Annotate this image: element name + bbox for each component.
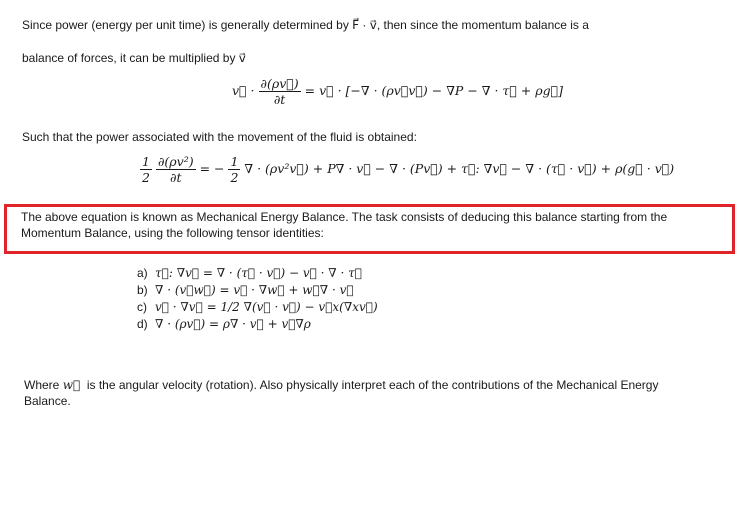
closing-line-1 — [24, 378, 658, 392]
identity-equation: τ⃡: ∇v⃗ = ∇ · (τ⃡ · v⃗) − v⃗ · ∇ · τ⃡ — [155, 266, 362, 280]
identity-label: d) — [137, 317, 148, 331]
eq1-prefix: v⃗ · — [232, 83, 255, 98]
identity-item — [137, 317, 311, 331]
identity-label: a) — [137, 266, 148, 280]
eq2-frac3-num: 1 — [230, 154, 239, 169]
omega-symbol: w⃗ — [62, 378, 81, 392]
eq1-denominator: ∂t — [273, 92, 286, 107]
identity-item — [137, 266, 362, 280]
intro-line-1: Since power (energy per unit time) is generally determined by F⃗ · v⃗, then since the momentum balance is a — [22, 18, 589, 32]
identity-item — [137, 283, 354, 297]
eq1-numerator: ∂(ρv⃗) — [260, 76, 299, 91]
identity-label: b) — [137, 283, 148, 297]
eq1-rhs: = v⃗ · [−∇ · (ρv⃗v⃗) − ∇P − ∇ · τ⃡ + ρg⃗] — [304, 83, 563, 98]
closing-description: is the angular velocity (rotation). Also physically interpret each of the contributions of the Mechanical Energy — [86, 378, 659, 392]
eq2-fraction-half-rhs — [228, 154, 240, 185]
task-line-2: Momentum Balance, using the following tensor identities: — [21, 226, 324, 240]
closing-line-2: Balance. — [24, 394, 71, 408]
eq2-frac2-num: ∂(ρv²) — [157, 154, 194, 169]
equation-momentum-power — [232, 76, 563, 107]
intro-line-2: balance of forces, it can be multiplied by v⃗ — [22, 51, 246, 65]
eq2-frac2-den: ∂t — [170, 170, 182, 185]
eq2-equals: = − — [199, 161, 225, 176]
mid-text: Such that the power associated with the movement of the fluid is obtained: — [22, 130, 417, 144]
task-line-1: The above equation is known as Mechanical Energy Balance. The task consists of deducing this balance starting from the — [21, 210, 668, 224]
eq2-frac3-den: 2 — [230, 170, 239, 185]
identity-label: c) — [137, 300, 147, 314]
equation-mechanical-energy — [140, 154, 674, 185]
eq2-fraction-derivative — [156, 154, 196, 185]
identity-equation: ∇ · (v⃗w⃗) = v⃗ · ∇w⃗ + w⃗∇ · v⃗ — [155, 283, 354, 297]
identity-equation: ∇ · (ρv⃗) = ρ∇ · v⃗ + v⃗∇ρ — [155, 317, 311, 331]
eq2-frac1-den: 2 — [142, 170, 150, 185]
eq2-frac1-num: 1 — [142, 154, 150, 169]
eq2-rhs: ∇ · (ρv²v⃗) + P∇ · v⃗ − ∇ · (Pv⃗) + τ⃡: ∇v⃗ − ∇ · (τ⃡ · v⃗) + ρ(g⃗ · v⃗) — [244, 161, 675, 176]
eq1-fraction — [259, 76, 301, 107]
eq2-fraction-half — [140, 154, 152, 185]
closing-where: Where — [24, 378, 60, 392]
identity-equation: v⃗ · ∇v⃗ = 1/2 ∇(v⃗ · v⃗) − v⃗x(∇xv⃗) — [155, 300, 378, 314]
identity-item — [137, 300, 378, 314]
